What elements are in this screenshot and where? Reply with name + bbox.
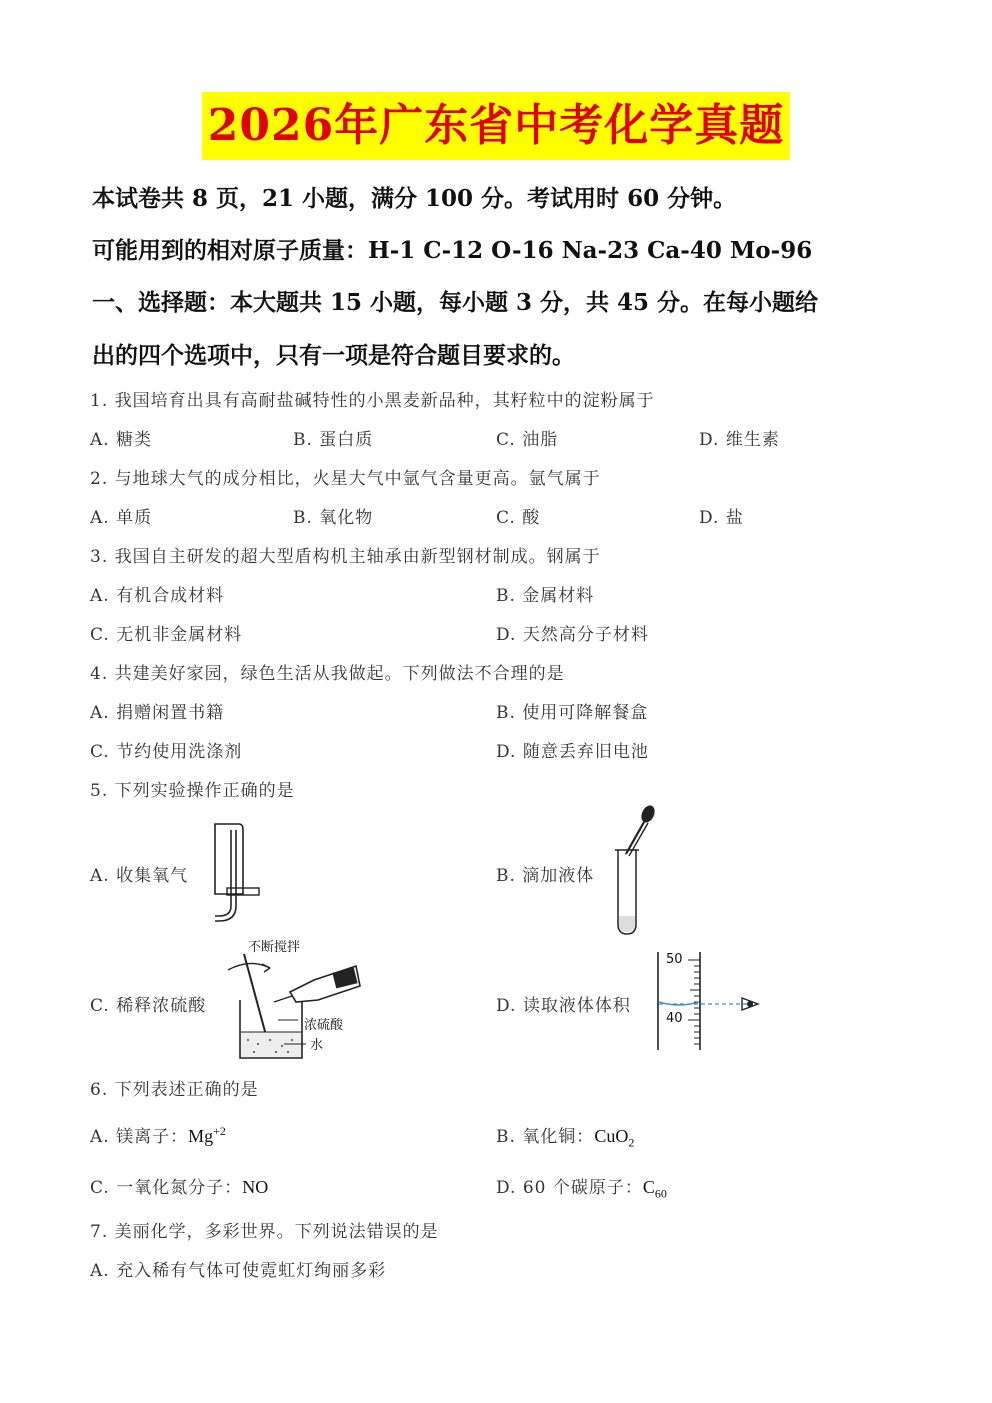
q3-option-c: C. 无机非金属材料 <box>90 625 243 645</box>
q1-option-c: C. 油脂 <box>496 430 559 450</box>
question-5-stem: 5. 下列实验操作正确的是 <box>90 781 295 801</box>
q6-option-b: B. 氧化铜：CuO$_2$ <box>496 1126 635 1150</box>
q3-option-d: D. 天然高分子材料 <box>496 625 649 645</box>
q1-option-d: D. 维生素 <box>699 430 780 450</box>
q6-option-d: D. 60 个碳原子：$C_{60}$ <box>496 1177 667 1201</box>
question-2-stem: 2. 与地球大气的成分相比，火星大气中氩气含量更高。氩气属于 <box>90 469 601 489</box>
question-6-stem: 6. 下列表述正确的是 <box>90 1080 259 1100</box>
q5-option-a: A. 收集氧气 <box>90 866 189 886</box>
q5-option-b: B. 滴加液体 <box>496 866 595 886</box>
q4-option-a: A. 捐赠闲置书籍 <box>90 703 225 723</box>
tick-50-label: 50 <box>666 952 683 967</box>
q4-option-c: C. 节约使用洗涤剂 <box>90 742 243 762</box>
water-label: 水 <box>310 1038 324 1053</box>
q6-option-a: A. 镁离子：$Mg^{+2}$ <box>90 1124 226 1147</box>
q3-option-a: A. 有机合成材料 <box>90 586 225 606</box>
q7-option-a: A. 充入稀有气体可使霓虹灯绚丽多彩 <box>90 1261 387 1281</box>
question-3-stem: 3. 我国自主研发的超大型盾构机主轴承由新型钢材制成。钢属于 <box>90 547 601 567</box>
q4-option-d: D. 随意丢弃旧电池 <box>496 742 649 762</box>
section-heading-line2: 出的四个选项中，只有一项是符合题目要求的。 <box>92 342 575 369</box>
q6-option-c: C. 一氧化氮分子：NO <box>90 1177 269 1198</box>
dilution-figure <box>218 936 368 1068</box>
q2-option-a: A. 单质 <box>90 508 153 528</box>
stir-label: 不断搅拌 <box>248 940 301 955</box>
q2-option-b: B. 氧化物 <box>293 508 374 528</box>
q5-option-d: D. 读取液体体积 <box>496 996 631 1016</box>
q1-option-a: A. 糖类 <box>90 430 153 450</box>
q2-option-c: C. 酸 <box>496 508 541 528</box>
question-4-stem: 4. 共建美好家园，绿色生活从我做起。下列做法不合理的是 <box>90 664 565 684</box>
title-banner <box>0 92 992 160</box>
question-7-stem: 7. 美丽化学，多彩世界。下列说法错误的是 <box>90 1222 439 1242</box>
section-heading-line1: 一、选择题：本大题共 15 小题，每小题 3 分，共 45 分。在每小题给 <box>92 289 819 316</box>
tick-40-label: 40 <box>666 1011 683 1026</box>
cylinder-reading-figure <box>654 948 770 1054</box>
dropper-figure <box>612 804 662 938</box>
q3-option-b: B. 金属材料 <box>496 586 595 606</box>
page-title: 2026年广东省中考化学真题 <box>202 92 790 160</box>
question-1-stem: 1. 我国培育出具有高耐盐碱特性的小黑麦新品种，其籽粒中的淀粉属于 <box>90 391 655 411</box>
exam-info: 本试卷共 8 页，21 小题，满分 100 分。考试用时 60 分钟。 <box>92 185 737 212</box>
gas-collection-figure <box>205 818 265 922</box>
q1-option-b: B. 蛋白质 <box>293 430 374 450</box>
q2-option-d: D. 盐 <box>699 508 744 528</box>
acid-label: 浓硫酸 <box>304 1018 344 1033</box>
q5-option-c: C. 稀释浓硫酸 <box>90 996 207 1016</box>
atomic-masses: 可能用到的相对原子质量：H-1 C-12 O-16 Na-23 Ca-40 Mo-96 <box>92 237 813 264</box>
q4-option-b: B. 使用可降解餐盒 <box>496 703 649 723</box>
